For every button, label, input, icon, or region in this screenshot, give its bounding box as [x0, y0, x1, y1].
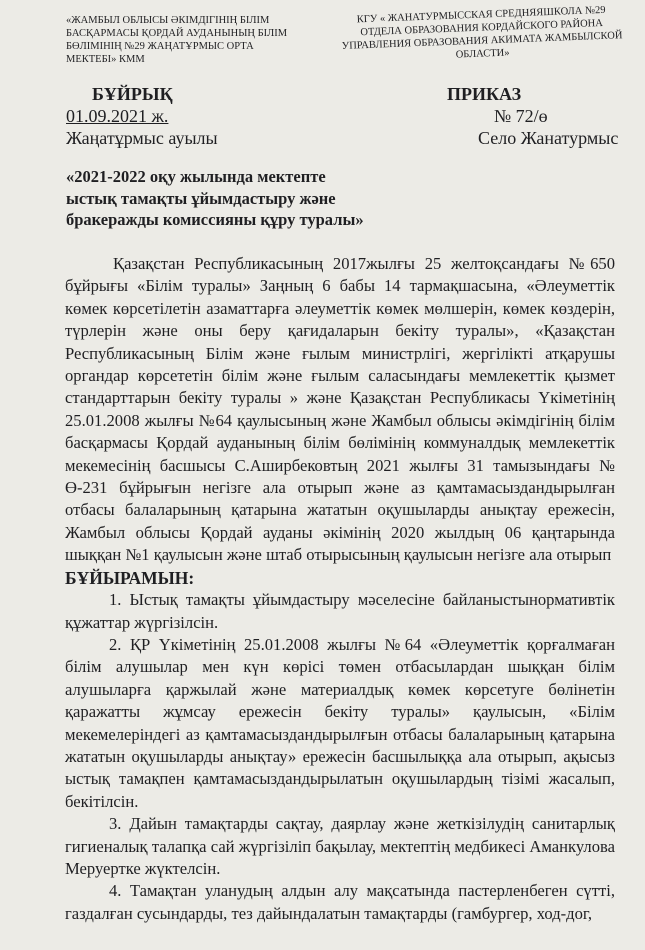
title-line-1: «2021-2022 оқу жылында мектепте [66, 167, 326, 186]
doc-date: 01.09.2021 ж. [66, 106, 169, 126]
doc-type-kz: БҰЙРЫҚ [92, 84, 173, 104]
place-kz: Жаңатұрмыс ауылы [66, 128, 218, 148]
title-line-3: бракеражды комиссияны құру туралы» [66, 210, 364, 229]
order-word: БҰЙЫРАМЫН: [65, 567, 195, 588]
doc-title [66, 166, 364, 231]
doc-body [65, 253, 615, 925]
header-right-org: КГУ « ЖАНАТУРМЫССКАЯ СРЕДНЯЯШКОЛА №29 ОТДЕЛА ОБРАЗОВАНИЯ КОРДАЙСКОГО РАЙОНА УПРАВЛЕНИЯ ОБРАЗОВАНИЯ АКИМАТА ЖАМБЫЛСКОЙ ОБЛАСТИ» [341, 4, 623, 61]
header-left-org: «ЖАМБЫЛ ОБЛЫСЫ ӘКІМДІГІНІҢ БІЛІМ БАСҚАРМАСЫ ҚОРДАЙ АУДАНЫНЫҢ БІЛІМ БӨЛІМІНІҢ №29 ЖАҢАТҰРМЫС ОРТА МЕКТЕБІ» КММ [66, 15, 288, 65]
order-item-3: 3. Дайын тамақтарды сақтау, даярлау және жеткізілудің санитарлық гигиеналық талапқа сай жүргізіліп бақылау, мектептің медбикесі Аманкулова Меруертке жүктелсін. [65, 814, 615, 878]
order-item-4: 4. Тамақтан уланудың алдын алу мақсатында пастерленбеген сүтті, газдалған сусындарды, тез дайындалатын тамақтарды (гамбургер, ход-дог, [65, 881, 615, 923]
order-item-1: 1. Ыстық тамақты ұйымдастыру мәселесіне байланыстынормативтік құжаттар жүргізілсін. [65, 590, 615, 632]
title-line-2: ыстық тамақты ұйымдастыру және [66, 188, 336, 208]
order-item-2: 2. ҚР Үкіметінің 25.01.2008 жылғы №64 «Әлеуметтік қорғалмаған білім алушылар мен күн көрісі төмен отбасылардан шыққан білім алушыларға қаржылай және материалдық көмек көрсетуге бөлінетін қаражатты жұмсау ережесін бекіту туралы» қаулысын, «Білім мекемелеріндегі аз қамтамасыздандырылғын отбасы балаларының қатарына жататын оқушыларды анықтау» ережесін басшылыққа ала отырып, ақысыз ыстық тамақпен қамтамасыздандырылатын оқушылардың тізімі жасалып, бекітілсін. [65, 634, 615, 811]
preamble-paragraph: Қазақстан Республикасының 2017жылғы 25 желтоқсандағы №650 бұйрығы «Білім туралы» Заңның 6 бабы 14 тармақшасына, «Әлеуметтік көмек көрсетілетін азаматтарға әлеуметтік көмек мөлшерін, көмек көздерін, түрлерін және оны беру қағидаларын бекіту туралы», «Қазақстан Республикасының Білім және ғылым министрлігі, жергілікті атқарушы органдар көрсететін білім және ғылым саласындағы мемлекеттік қызмет стандарттарын бекіту туралы » және Қазақстан Республикасы Үкіметінің 25.01.2008 жылғы №64 қаулысының және Жамбыл облысы әкімдігінің білім басқармасы Қордай ауданының білім бөлімінің коммуналдық мемлекеттік мекемесінің басшысы С.Аширбековтың 2021 жылғы 31 тамызындағы № Ө-231 бұйрығын негізге ала отырып және аз қамтамасыздандырылған отбасы балаларының қатарына жататын оқушыларды анықтау ережесін, Жамбыл облысы Қордай ауданы әкімінің 2020 жылдың 06 қаңтарында шыққан №1 қаулысын және штаб отырысының қаулысын негізге ала отырып [65, 254, 615, 565]
doc-number: № 72/ө [494, 106, 548, 126]
place-ru: Село Жанатурмыс [478, 128, 619, 148]
doc-type-ru: ПРИКАЗ [447, 84, 522, 104]
